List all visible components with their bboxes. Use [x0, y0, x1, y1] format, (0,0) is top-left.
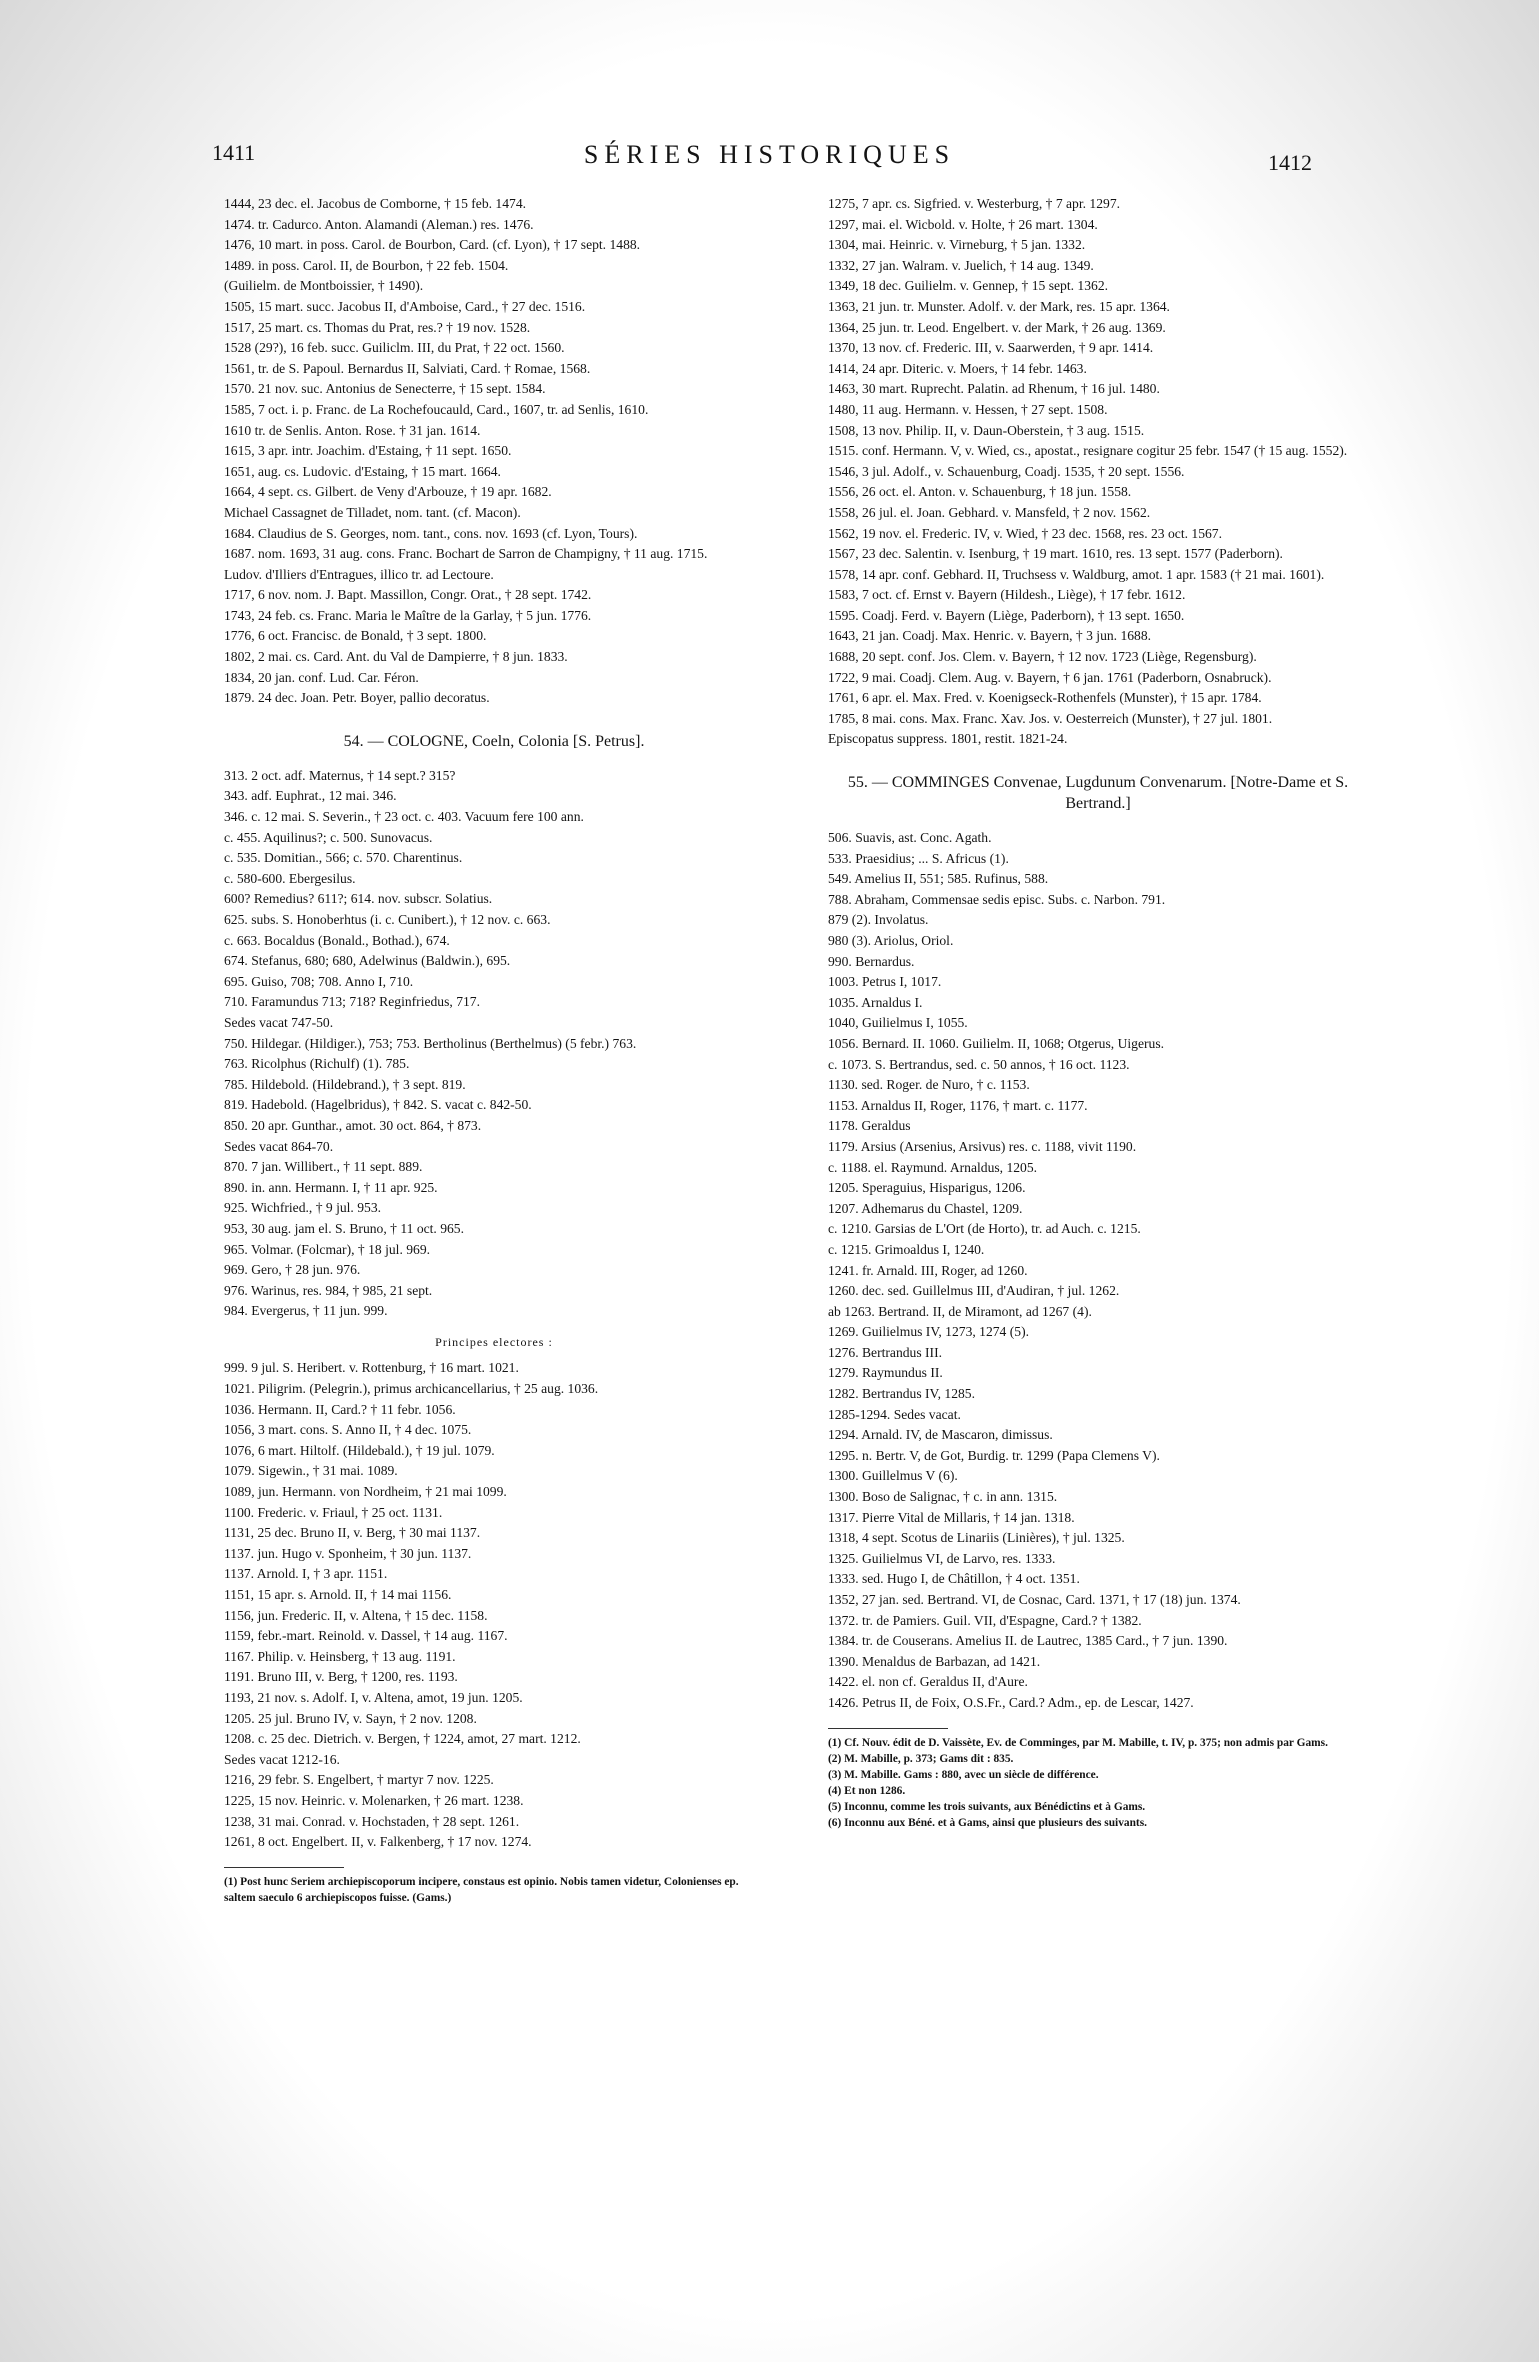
- list-item: 1076, 6 mart. Hiltolf. (Hildebald.), † 19 jul. 1079.: [224, 1442, 495, 1458]
- list-item: 1317. Pierre Vital de Millaris, † 14 jan. 1318.: [828, 1509, 1075, 1525]
- list-item: 1056, 3 mart. cons. S. Anno II, † 4 dec. 1075.: [224, 1422, 472, 1438]
- footnotes-comminges: [828, 1735, 1368, 1831]
- list-item: 1610 tr. de Senlis. Anton. Rose. † 31 jan. 1614.: [224, 422, 481, 438]
- list-electores: [224, 1358, 764, 1852]
- list-item: 1325. Guilielmus VI, de Larvo, res. 1333.: [828, 1550, 1056, 1566]
- list-item: 1156, jun. Frederic. II, v. Altena, † 15 dec. 1158.: [224, 1607, 488, 1623]
- list-item: 1776, 6 oct. Francisc. de Bonald, † 3 sept. 1800.: [224, 628, 487, 644]
- list-item: 1079. Sigewin., † 31 mai. 1089.: [224, 1463, 398, 1479]
- list-item: c. 1188. el. Raymund. Arnaldus, 1205.: [828, 1159, 1038, 1175]
- list-cologne: [224, 766, 764, 1322]
- list-item: 1743, 24 feb. cs. Franc. Maria le Maître de la Garlay, † 5 jun. 1776.: [224, 607, 592, 623]
- list-item: Sedes vacat 747-50.: [224, 1014, 334, 1030]
- list-item: 1332, 27 jan. Walram. v. Juelich, † 14 aug. 1349.: [828, 257, 1094, 273]
- right-column: [828, 194, 1368, 1831]
- list-item: 1463, 30 mart. Ruprecht. Palatin. ad Rhenum, † 16 jul. 1480.: [828, 381, 1160, 397]
- list-item: 1137. Arnold. I, † 3 apr. 1151.: [224, 1566, 388, 1582]
- list-item: 1476, 10 mart. in poss. Carol. de Bourbon, Card. (cf. Lyon), † 17 sept. 1488.: [224, 237, 641, 253]
- list-item: 1480, 11 aug. Hermann. v. Hessen, † 27 sept. 1508.: [828, 401, 1108, 417]
- list-item: 1546, 3 jul. Adolf., v. Schauenburg, Coadj. 1535, † 20 sept. 1556.: [828, 463, 1185, 479]
- list-item: 1785, 8 mai. cons. Max. Franc. Xav. Jos. v. Oesterreich (Munster), † 27 jul. 1801.: [828, 710, 1273, 726]
- list-item: 1489. in poss. Carol. II, de Bourbon, † 22 feb. 1504.: [224, 257, 509, 273]
- list-item: 1261, 8 oct. Engelbert. II, v. Falkenberg, † 17 nov. 1274.: [224, 1834, 532, 1850]
- list-item: 965. Volmar. (Folcmar), † 18 jul. 969.: [224, 1241, 431, 1257]
- list-item: 1279. Raymundus II.: [828, 1365, 943, 1381]
- list-item: 1297, mai. el. Wicbold. v. Holte, † 26 mart. 1304.: [828, 216, 1098, 232]
- list-item: 1583, 7 oct. cf. Ernst v. Bayern (Hildesh., Liège), † 17 febr. 1612.: [828, 587, 1186, 603]
- list-item: 1153. Arnaldus II, Roger, 1176, † mart. c. 1177.: [828, 1097, 1088, 1113]
- list-item: 1225, 15 nov. Heinric. v. Molenarken, † 26 mart. 1238.: [224, 1792, 524, 1808]
- list-item: Sedes vacat 864-70.: [224, 1138, 334, 1154]
- list-item: 1414, 24 apr. Diteric. v. Moers, † 14 febr. 1463.: [828, 360, 1087, 376]
- list-item: c. 1210. Garsias de L'Ort (de Horto), tr. ad Auch. c. 1215.: [828, 1221, 1141, 1237]
- list-item: 1578, 14 apr. conf. Gebhard. II, Truchsess v. Waldburg, amot. 1 apr. 1583 († 21 mai. 1601).: [828, 566, 1325, 582]
- list-item: 785. Hildebold. (Hildebrand.), † 3 sept. 819.: [224, 1076, 466, 1092]
- section-title-comminges: 55. — COMMINGES Convenae, Lugdunum Convenarum. [Notre-Dame et S. Bertrand.]: [847, 774, 1349, 813]
- list-item: 788. Abraham, Commensae sedis episc. Subs. c. Narbon. 791.: [828, 891, 1166, 907]
- list-item: c. 1215. Grimoaldus I, 1240.: [828, 1241, 985, 1257]
- list-clermont-continued: [224, 194, 764, 709]
- list-item: 879 (2). Involatus.: [828, 912, 929, 928]
- list-item: Michael Cassagnet de Tilladet, nom. tant. (cf. Macon).: [224, 504, 521, 520]
- list-item: 1167. Philip. v. Heinsberg, † 13 aug. 1191.: [224, 1648, 456, 1664]
- list-item: 1282. Bertrandus IV, 1285.: [828, 1386, 976, 1402]
- list-item: 1159, febr.-mart. Reinold. v. Dassel, † 14 aug. 1167.: [224, 1628, 508, 1644]
- list-item: c. 1073. S. Bertrandus, sed. c. 50 annos, † 16 oct. 1123.: [828, 1056, 1130, 1072]
- list-item: 1474. tr. Cadurco. Anton. Alamandi (Aleman.) res. 1476.: [224, 216, 534, 232]
- list-item: Ludov. d'Illiers d'Entragues, illico tr. ad Lectoure.: [224, 566, 494, 582]
- list-item: 1364, 25 jun. tr. Leod. Engelbert. v. der Mark, † 26 aug. 1369.: [828, 319, 1166, 335]
- list-item: 1651, aug. cs. Ludovic. d'Estaing, † 15 mart. 1664.: [224, 463, 501, 479]
- list-item: 1717, 6 nov. nom. J. Bapt. Massillon, Congr. Orat., † 28 sept. 1742.: [224, 587, 592, 603]
- section-title-cologne: 54. — COLOGNE, Coeln, Colonia [S. Petrus].: [343, 732, 645, 750]
- list-item: 1193, 21 nov. s. Adolf. I, v. Altena, amot, 19 jun. 1205.: [224, 1689, 523, 1705]
- running-title: SÉRIES HISTORIQUES: [583, 140, 956, 169]
- list-item: 1595. Coadj. Ferd. v. Bayern (Liège, Paderborn), † 13 sept. 1650.: [828, 607, 1185, 623]
- list-item: 1363, 21 jun. tr. Munster. Adolf. v. der Mark, res. 15 apr. 1364.: [828, 298, 1170, 314]
- list-item: 1558, 26 jul. el. Joan. Gebhard. v. Mansfeld, † 2 nov. 1562.: [828, 504, 1151, 520]
- list-item: c. 663. Bocaldus (Bonald., Bothad.), 674.: [224, 932, 450, 948]
- list-item: 1035. Arnaldus I.: [828, 994, 923, 1010]
- list-item: 1505, 15 mart. succ. Jacobus II, d'Amboise, Card., † 27 dec. 1516.: [224, 298, 586, 314]
- list-item: 1179. Arsius (Arsenius, Arsivus) res. c. 1188, vivit 1190.: [828, 1138, 1137, 1154]
- list-item: 1834, 20 jan. conf. Lud. Car. Féron.: [224, 669, 419, 685]
- list-item: 819. Hadebold. (Hagelbridus), † 842. S. vacat c. 842-50.: [224, 1097, 532, 1113]
- list-item: 1100. Frederic. v. Friaul, † 25 oct. 1131.: [224, 1504, 443, 1520]
- list-item: 1688, 20 sept. conf. Jos. Clem. v. Bayern, † 12 nov. 1723 (Liège, Regensburg).: [828, 649, 1257, 665]
- list-item: 1761, 6 apr. el. Max. Fred. v. Koenigseck-Rothenfels (Munster), † 15 apr. 1784.: [828, 690, 1262, 706]
- list-item: 1615, 3 apr. intr. Joachim. d'Estaing, † 11 sept. 1650.: [224, 443, 512, 459]
- list-item: 1205. 25 jul. Bruno IV, v. Sayn, † 2 nov. 1208.: [224, 1710, 477, 1726]
- left-column: [224, 194, 764, 1906]
- list-item: 1515. conf. Hermann. V, v. Wied, cs., apostat., resignare cogitur 25 febr. 1547 († 15 aug. 1552).: [828, 443, 1348, 459]
- list-item: 343. adf. Euphrat., 12 mai. 346.: [224, 788, 397, 804]
- list-item: 1276. Bertrandus III.: [828, 1344, 943, 1360]
- list-item: 1036. Hermann. II, Card.? † 11 febr. 1056.: [224, 1401, 456, 1417]
- list-item: 1567, 23 dec. Salentin. v. Isenburg, † 19 mart. 1610, res. 13 sept. 1577 (Paderborn).: [828, 546, 1283, 562]
- list-item: 763. Ricolphus (Richulf) (1). 785.: [224, 1056, 410, 1072]
- list-item: 1089, jun. Hermann. von Nordheim, † 21 mai 1099.: [224, 1484, 507, 1500]
- list-item: 1390. Menaldus de Barbazan, ad 1421.: [828, 1653, 1041, 1669]
- list-item: 1570. 21 nov. suc. Antonius de Senecterre, † 15 sept. 1584.: [224, 381, 546, 397]
- list-item: 346. c. 12 mai. S. Severin., † 23 oct. c. 403. Vacuum fere 100 ann.: [224, 809, 584, 825]
- list-item: 313. 2 oct. adf. Maternus, † 14 sept.? 315?: [224, 767, 456, 783]
- list-item: 549. Amelius II, 551; 585. Rufinus, 588.: [828, 871, 1049, 887]
- list-item: 1208. c. 25 dec. Dietrich. v. Bergen, † 1224, amot, 27 mart. 1212.: [224, 1731, 581, 1747]
- list-item: 1517, 25 mart. cs. Thomas du Prat, res.? † 19 nov. 1528.: [224, 319, 531, 335]
- list-item: 710. Faramundus 713; 718? Reginfriedus, 717.: [224, 994, 480, 1010]
- list-item: 750. Hildegar. (Hildiger.), 753; 753. Bertholinus (Berthelmus) (5 febr.) 763.: [224, 1035, 637, 1051]
- list-item: Sedes vacat 1212-16.: [224, 1751, 340, 1767]
- list-item: 870. 7 jan. Willibert., † 11 sept. 889.: [224, 1159, 423, 1175]
- list-item: 999. 9 jul. S. Heribert. v. Rottenburg, † 16 mart. 1021.: [224, 1360, 519, 1376]
- list-item: 1349, 18 dec. Guilielm. v. Gennep, † 15 sept. 1362.: [828, 278, 1109, 294]
- list-item: 1151, 15 apr. s. Arnold. II, † 14 mai 1156.: [224, 1587, 452, 1602]
- list-item: 1295. n. Bertr. V, de Got, Burdig. tr. 1299 (Papa Clemens V).: [828, 1447, 1160, 1463]
- list-item: 1191. Bruno III, v. Berg, † 1200, res. 1193.: [224, 1669, 458, 1685]
- list-item: 1426. Petrus II, de Foix, O.S.Fr., Card.? Adm., ep. de Lescar, 1427.: [828, 1694, 1194, 1710]
- list-item: 1304, mai. Heinric. v. Virneburg, † 5 jan. 1332.: [828, 237, 1086, 253]
- list-item: 1300. Boso de Salignac, † c. in ann. 1315.: [828, 1489, 1058, 1505]
- footnote-cologne: (1) Post hunc Seriem archiepiscoporum incipere, constaus est opinio. Nobis tamen videtur, Colonienses ep. saltem saeculo 6 archiepiscopos fuisse. (Gams.): [224, 1875, 739, 1904]
- list-item: 1687. nom. 1693, 31 aug. cons. Franc. Bochart de Sarron de Champigny, † 11 aug. 1715.: [224, 546, 708, 562]
- list-item: (2) M. Mabille, p. 373; Gams dit : 835.: [828, 1752, 1014, 1765]
- list-item: 1241. fr. Arnald. III, Roger, ad 1260.: [828, 1262, 1028, 1278]
- page-number-left: 1411: [212, 140, 256, 165]
- list-item: 1664, 4 sept. cs. Gilbert. de Veny d'Arbouze, † 19 apr. 1682.: [224, 484, 552, 500]
- list-comminges: [828, 828, 1368, 1714]
- list-item: 1722, 9 mai. Coadj. Clem. Aug. v. Bayern, † 6 jan. 1761 (Paderborn, Osnabruck).: [828, 669, 1272, 685]
- list-item: 1384. tr. de Couserans. Amelius II. de Lautrec, 1385 Card., † 7 jun. 1390.: [828, 1633, 1228, 1649]
- list-item: 1056. Bernard. II. 1060. Guilielm. II, 1068; Otgerus, Uigerus.: [828, 1035, 1165, 1051]
- list-item: c. 580-600. Ebergesilus.: [224, 870, 356, 886]
- list-item: 953, 30 aug. jam el. S. Bruno, † 11 oct. 965.: [224, 1220, 465, 1236]
- list-item: (3) M. Mabille. Gams : 880, avec un siècle de différence.: [828, 1768, 1099, 1781]
- list-item: 1294. Arnald. IV, de Mascaron, dimissus.: [828, 1427, 1053, 1443]
- list-item: 1562, 19 nov. el. Frederic. IV, v. Wied, † 23 dec. 1568, res. 23 oct. 1567.: [828, 525, 1222, 541]
- list-item: 1137. jun. Hugo v. Sponheim, † 30 jun. 1137.: [224, 1545, 472, 1561]
- list-item: 1333. sed. Hugo I, de Châtillon, † 4 oct. 1351.: [828, 1571, 1080, 1587]
- list-item: 1269. Guilielmus IV, 1273, 1274 (5).: [828, 1324, 1030, 1340]
- list-item: 1444, 23 dec. el. Jacobus de Comborne, † 15 feb. 1474.: [224, 196, 527, 211]
- list-item: 1508, 13 nov. Philip. II, v. Daun-Oberstein, † 3 aug. 1515.: [828, 422, 1145, 438]
- list-item: 1352, 27 jan. sed. Bertrand. VI, de Cosnac, Card. 1371, † 17 (18) jun. 1374.: [828, 1592, 1241, 1607]
- list-item: 984. Evergerus, † 11 jun. 999.: [224, 1303, 388, 1319]
- list-item: 1040, Guilielmus I, 1055.: [828, 1015, 968, 1031]
- list-item: 850. 20 apr. Gunthar., amot. 30 oct. 864, † 873.: [224, 1117, 482, 1133]
- list-item: 625. subs. S. Honoberhtus (i. c. Cunibert.), † 12 nov. c. 663.: [224, 912, 551, 927]
- list-item: 1131, 25 dec. Bruno II, v. Berg, † 30 mai 1137.: [224, 1525, 481, 1541]
- list-item: 1684. Claudius de S. Georges, nom. tant., cons. nov. 1693 (cf. Lyon, Tours).: [224, 525, 638, 541]
- list-item: 1238, 31 mai. Conrad. v. Hochstaden, † 28 sept. 1261.: [224, 1813, 520, 1829]
- list-item: 890. in. ann. Hermann. I, † 11 apr. 925.: [224, 1179, 438, 1195]
- list-item: 980 (3). Ariolus, Oriol.: [828, 933, 954, 948]
- list-item: (4) Et non 1286.: [828, 1784, 906, 1797]
- list-item: 1207. Adhemarus du Chastel, 1209.: [828, 1200, 1023, 1216]
- list-item: c. 535. Domitian., 566; c. 570. Charentinus.: [224, 850, 463, 866]
- list-item: (Guilielm. de Montboissier, † 1490).: [224, 278, 424, 294]
- footnote-rule: [828, 1728, 948, 1729]
- list-cologne-continued: [828, 194, 1368, 750]
- list-item: ab 1263. Bertrand. II, de Miramont, ad 1267 (4).: [828, 1303, 1092, 1319]
- list-item: 1216, 29 febr. S. Engelbert, † martyr 7 nov. 1225.: [224, 1772, 494, 1788]
- subheading-principes-electores: Principes electores :: [435, 1334, 553, 1349]
- list-item: (1) Cf. Nouv. édit de D. Vaissète, Ev. de Comminges, par M. Mabille, t. IV, p. 375; non admis par Gams.: [828, 1736, 1328, 1749]
- list-item: 1318, 4 sept. Scotus de Linariis (Linières), † jul. 1325.: [828, 1530, 1125, 1546]
- page-number-right: 1412: [1268, 150, 1312, 175]
- list-item: 1275, 7 apr. cs. Sigfried. v. Westerburg, † 7 apr. 1297.: [828, 196, 1121, 211]
- list-item: 1422. el. non cf. Geraldus II, d'Aure.: [828, 1674, 1028, 1690]
- list-item: c. 455. Aquilinus?; c. 500. Sunovacus.: [224, 829, 433, 845]
- list-item: 533. Praesidius; ... S. Africus (1).: [828, 850, 1009, 866]
- list-item: 1260. dec. sed. Guillelmus III, d'Audiran, † jul. 1262.: [828, 1283, 1120, 1299]
- list-item: (6) Inconnu aux Béné. et à Gams, ainsi que plusieurs des suivants.: [828, 1816, 1147, 1829]
- list-item: 1528 (29?), 16 feb. succ. Guiliclm. III, du Prat, † 22 oct. 1560.: [224, 340, 565, 356]
- list-item: 1802, 2 mai. cs. Card. Ant. du Val de Dampierre, † 8 jun. 1833.: [224, 649, 568, 665]
- list-item: 600? Remedius? 611?; 614. nov. subscr. Solatius.: [224, 891, 493, 907]
- list-item: 1205. Speraguius, Hisparigus, 1206.: [828, 1180, 1026, 1196]
- list-item: 990. Bernardus.: [828, 953, 915, 969]
- list-item: Episcopatus suppress. 1801, restit. 1821-24.: [828, 731, 1068, 747]
- list-item: 969. Gero, † 28 jun. 976.: [224, 1262, 361, 1278]
- list-item: 1561, tr. de S. Papoul. Bernardus II, Salviati, Card. † Romae, 1568.: [224, 360, 591, 376]
- list-item: 1003. Petrus I, 1017.: [828, 974, 942, 990]
- list-item: 925. Wichfried., † 9 jul. 953.: [224, 1200, 382, 1216]
- list-item: 674. Stefanus, 680; 680, Adelwinus (Baldwin.), 695.: [224, 953, 511, 969]
- list-item: 1370, 13 nov. cf. Frederic. III, v. Saarwerden, † 9 apr. 1414.: [828, 340, 1154, 356]
- list-item: 1643, 21 jan. Coadj. Max. Henric. v. Bayern, † 3 jun. 1688.: [828, 628, 1152, 644]
- list-item: 1585, 7 oct. i. p. Franc. de La Rochefoucauld, Card., 1607, tr. ad Senlis, 1610.: [224, 401, 649, 417]
- list-item: 1178. Geraldus: [828, 1118, 911, 1134]
- list-item: (5) Inconnu, comme les trois suivants, aux Bénédictins et à Gams.: [828, 1800, 1146, 1813]
- list-item: 1300. Guillelmus V (6).: [828, 1468, 958, 1484]
- list-item: 1879. 24 dec. Joan. Petr. Boyer, pallio decoratus.: [224, 690, 490, 706]
- footnote-rule: [224, 1867, 344, 1868]
- list-item: 1285-1294. Sedes vacat.: [828, 1406, 961, 1422]
- list-item: 1372. tr. de Pamiers. Guil. VII, d'Espagne, Card.? † 1382.: [828, 1612, 1142, 1628]
- list-item: 1021. Piligrim. (Pelegrin.), primus archicancellarius, † 25 aug. 1036.: [224, 1381, 599, 1397]
- list-item: 976. Warinus, res. 984, † 985, 21 sept.: [224, 1282, 433, 1298]
- list-item: 506. Suavis, ast. Conc. Agath.: [828, 830, 992, 846]
- list-item: 1556, 26 oct. el. Anton. v. Schauenburg, † 18 jun. 1558.: [828, 484, 1132, 500]
- list-item: 695. Guiso, 708; 708. Anno I, 710.: [224, 973, 414, 989]
- list-item: 1130. sed. Roger. de Nuro, † c. 1153.: [828, 1077, 1030, 1093]
